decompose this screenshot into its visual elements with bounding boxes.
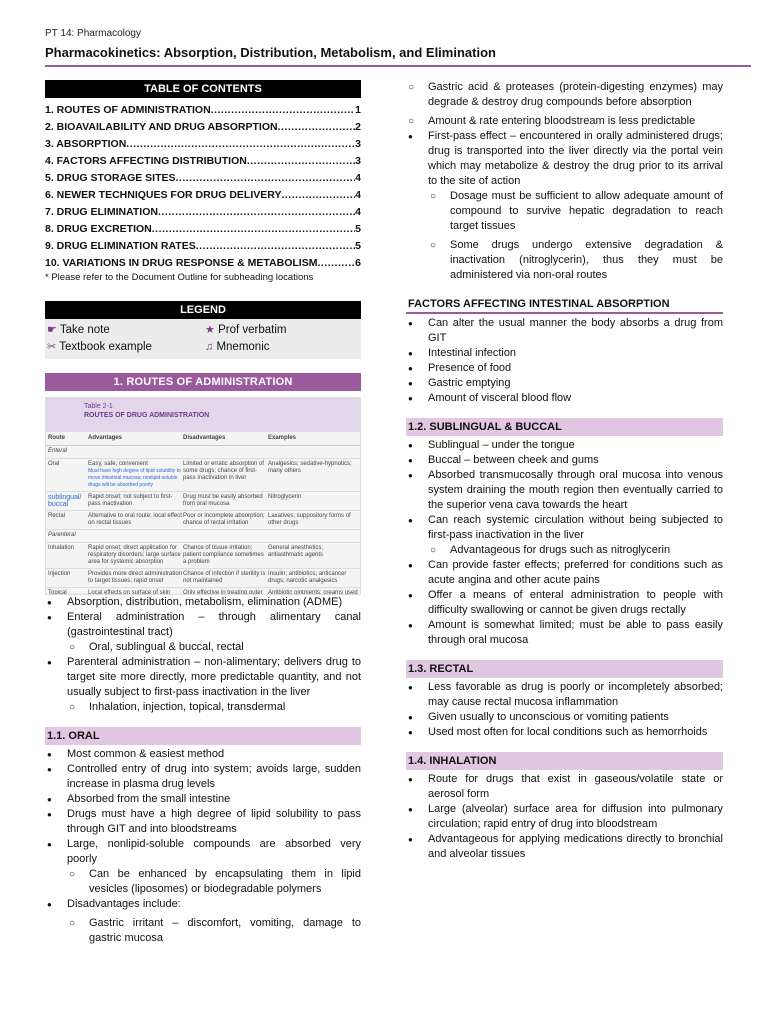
toc-item[interactable] xyxy=(45,187,361,204)
table-name: ROUTES OF DRUG ADMINISTRATION xyxy=(84,412,210,419)
toc-item-page: 3 xyxy=(355,155,361,167)
list-item: ● Presence of food xyxy=(428,361,723,376)
list-item: ● Intestinal infection xyxy=(428,346,723,361)
routes-table-figure xyxy=(45,397,361,595)
subsection-heading-intestinal: FACTORS AFFECTING INTESTINAL ABSORPTION xyxy=(406,295,723,314)
table-header: Advantages xyxy=(88,435,123,441)
table-header: Disadvantages xyxy=(183,435,226,441)
toc-item[interactable] xyxy=(45,204,361,221)
table-row: Inhalation Rapid onset; direct application for respiratory disorders; large surface area for systemic absorption Chance of tissue irritation; patient compliance sometimes a problem General anesthetics; antiasthmatic agents xyxy=(46,543,360,569)
toc-item-page: 2 xyxy=(355,121,361,133)
list-item: ● Amount is somewhat limited; must be able to pass easily through oral mucosa xyxy=(428,618,723,648)
table-group-label: Parenteral xyxy=(46,530,360,543)
toc-item-page: 6 xyxy=(355,257,361,269)
list-item: ● Can alter the usual manner the body absorbs a drug from GIT xyxy=(428,316,723,346)
list-subitem: ○ Inhalation, injection, topical, transdermal xyxy=(89,700,361,715)
table-banner xyxy=(46,398,360,432)
oral-bullets xyxy=(45,747,361,946)
toc-note: * Please refer to the Document Outline for subheading locations xyxy=(45,272,314,283)
toc-item-page: 5 xyxy=(355,223,361,235)
toc-item-page: 3 xyxy=(355,138,361,150)
legend-mnemonic: Mnemonic xyxy=(216,341,270,353)
table-row: Oral Easy, safe, convenient Must have high degree of lipid solubility to move intestinal mucosa; nonlipid soluble drugs will be absorbed poorly Limited or erratic absorption of some drugs; chance of first-pass inactivation in liver Analgesics; sedative-hypnotics; many others xyxy=(46,459,360,492)
toc-heading: TABLE OF CONTENTS xyxy=(45,80,361,98)
list-item: ● Controlled entry of drug into system; avoids large, sudden increase in plasma drug levels xyxy=(67,762,361,792)
table-header-row xyxy=(46,432,360,446)
toc-item-label: 9. DRUG ELIMINATION RATES xyxy=(45,240,196,252)
table-row: Injection Provides more direct administration to target tissues; rapid onset Chance of infection if sterility is not maintained Insulin; antibiotics; anticancer drugs; narcotic analgesics xyxy=(46,569,360,588)
table-row: Rectal Alternative to oral route; local effect on rectal tissues Poor or incomplete absorption; chance of rectal irritation Laxatives; suppository forms of other drugs xyxy=(46,511,360,530)
right-column xyxy=(406,80,723,862)
list-item: ● Enteral administration – through alimentary canal (gastrointestinal tract) ○ Oral, sublingual & buccal, rectal xyxy=(67,610,361,655)
list-subitem: ○ Amount & rate entering bloodstream is less predictable xyxy=(428,114,723,129)
toc-item-page: 1 xyxy=(355,104,361,116)
star-icon: ★ xyxy=(205,324,215,336)
toc-item-label: 7. DRUG ELIMINATION xyxy=(45,206,158,218)
sublingual-bullets xyxy=(406,438,723,648)
toc-item[interactable] xyxy=(45,102,361,119)
legend-take-note: Take note xyxy=(59,324,110,336)
toc-item-label: 10. VARIATIONS IN DRUG RESPONSE & METABOLISM xyxy=(45,257,318,269)
list-subitem: ○ Advantageous for drugs such as nitroglycerin xyxy=(450,543,723,558)
list-subitem: ○ Oral, sublingual & buccal, rectal xyxy=(89,640,361,655)
pointing-hand-icon: ☛ xyxy=(47,324,57,336)
oral-bullets-continued xyxy=(406,80,723,283)
list-subitem: ○ Gastric acid & proteases (protein-digesting enzymes) may degrade & destroy drug compounds before absorption xyxy=(428,80,723,110)
subsection-heading-sublingual: 1.2. SUBLINGUAL & BUCCAL xyxy=(406,418,723,436)
page-title: Pharmacokinetics: Absorption, Distribution, Metabolism, and Elimination xyxy=(45,45,496,60)
toc-item[interactable] xyxy=(45,153,361,170)
list-subitem: ○ Gastric irritant – discomfort, vomiting, damage to gastric mucosa xyxy=(89,916,361,946)
intestinal-bullets xyxy=(406,316,723,406)
list-item: ● Amount of visceral blood flow xyxy=(428,391,723,406)
left-column xyxy=(45,80,361,946)
list-item: ● Used most often for local conditions such as hemorrhoids xyxy=(428,725,723,740)
list-item: ● Offer a means of enteral administration to people with difficulty swallowing or cannot be given drugs rectally xyxy=(428,588,723,618)
list-subitem: ○ Can be enhanced by encapsulating them in lipid vesicles (liposomes) or biodegradable polymers xyxy=(89,867,361,897)
list-item: ● Can reach systemic circulation without being subjected to first-pass inactivation in the liver ○ Advantageous for drugs such as nitroglycerin xyxy=(428,513,723,558)
subsection-heading-oral: 1.1. ORAL xyxy=(45,727,361,745)
list-item: ● Can provide faster effects; preferred for conditions such as acute angina and other acute pains xyxy=(428,558,723,588)
list-item: ● Most common & easiest method xyxy=(67,747,361,762)
list-subitem: ○ Dosage must be sufficient to allow adequate amount of compound to survive hepatic degradation to reach target tissues xyxy=(450,189,723,234)
subsection-heading-rectal: 1.3. RECTAL xyxy=(406,660,723,678)
table-row: sublingual/ buccal Rapid onset; not subject to first-pass inactivation Drug must be easily absorbed from oral mucosa Nitroglycerin xyxy=(46,492,360,511)
music-note-icon: ♫ xyxy=(205,341,214,353)
table-header: Examples xyxy=(268,435,297,441)
table-header: Route xyxy=(48,435,65,441)
list-item-continued xyxy=(406,80,723,129)
table-group-label: Enteral xyxy=(46,446,360,459)
list-item: ● Drugs must have a high degree of lipid solubility to pass through GIT and into bloodstreams xyxy=(67,807,361,837)
toc-item-label: 6. NEWER TECHNIQUES FOR DRUG DELIVERY xyxy=(45,189,282,201)
list-item: ● Gastric emptying xyxy=(428,376,723,391)
list-item: ● Buccal – between cheek and gums xyxy=(428,453,723,468)
toc-item[interactable] xyxy=(45,221,361,238)
course-label: PT 14: Pharmacology xyxy=(45,28,141,39)
list-item: ● Less favorable as drug is poorly or incompletely absorbed; may cause rectal mucosa inflammation xyxy=(428,680,723,710)
subsection-heading-inhalation: 1.4. INHALATION xyxy=(406,752,723,770)
toc-item-label: 3. ABSORPTION xyxy=(45,138,127,150)
table-number: Table 2-1 xyxy=(84,403,113,410)
toc-item-page: 4 xyxy=(355,172,361,184)
toc-item-label: 5. DRUG STORAGE SITES xyxy=(45,172,176,184)
list-item: ● Advantageous for applying medications directly to bronchial and alveolar tissues xyxy=(428,832,723,862)
list-item: ● Large, nonlipid-soluble compounds are absorbed very poorly ○ Can be enhanced by encapsulating them in lipid vesicles (liposomes) or biodegradable polymers xyxy=(67,837,361,897)
toc-item-label: 4. FACTORS AFFECTING DISTRIBUTION xyxy=(45,155,247,167)
toc-item-page: 5 xyxy=(355,240,361,252)
list-item: ● Sublingual – under the tongue xyxy=(428,438,723,453)
list-item: ● Route for drugs that exist in gaseous/volatile state or aerosol form xyxy=(428,772,723,802)
toc-item-label: 8. DRUG EXCRETION xyxy=(45,223,152,235)
rectal-bullets xyxy=(406,680,723,740)
toc-item-label: 2. BIOAVAILABILITY AND DRUG ABSORPTION xyxy=(45,121,278,133)
legend-heading: LEGEND xyxy=(45,301,361,319)
title-rule xyxy=(45,65,751,67)
scissors-icon: ✂ xyxy=(47,341,57,353)
list-item: ● Large (alveolar) surface area for diffusion into pulmonary circulation; rapid entry of drug into bloodstream xyxy=(428,802,723,832)
routes-bullets xyxy=(45,595,361,715)
list-item: ● Absorption, distribution, metabolism, elimination (ADME) xyxy=(67,595,361,610)
toc-list xyxy=(45,102,361,272)
list-item: ● Absorbed transmucosally through oral mucosa into venous system draining the mouth region then eventually carried to the superior vena cava towards the heart xyxy=(428,468,723,513)
toc-item[interactable] xyxy=(45,170,361,187)
toc-item-page: 4 xyxy=(355,189,361,201)
toc-item-page: 4 xyxy=(355,206,361,218)
inhalation-bullets xyxy=(406,772,723,862)
list-item: ● Given usually to unconscious or vomiting patients xyxy=(428,710,723,725)
legend-prof-verbatim: Prof verbatim xyxy=(218,324,287,336)
legend-textbook: Textbook example xyxy=(59,341,152,353)
list-item: ● First-pass effect – encountered in orally administered drugs; drug is transported into the liver directly via the portal vein which may metabolize & destroy the drug prior to its arrival to the site of action ○ Dosage must be sufficient to allow adequate amount of compound to survive hepatic degradation to reach target tissues ○ Some drugs undergo extensive degradation & inactivation (nitroglycerin), thus they must be administered via non-oral routes xyxy=(428,129,723,283)
list-item: ● Disadvantages include: ○ Gastric irritant – discomfort, vomiting, damage to gastric mucosa xyxy=(67,897,361,946)
list-item: ● Parenteral administration – non-alimentary; delivers drug to target site more directly, more predictable quantity, and not usually subject to first-pass inactivation in the liver ○ Inhalation, injection, topical, transdermal xyxy=(67,655,361,715)
list-item: ● Absorbed from the small intestine xyxy=(67,792,361,807)
table-row: Topical Local effects on surface of skin Only effective in treating outer Antibiotic ointments; creams used xyxy=(46,588,360,595)
toc-item-label: 1. ROUTES OF ADMINISTRATION xyxy=(45,104,211,116)
margin-note: Must have high degree of lipid solubility to move intestinal mucosa; nonlipid soluble drugs will be absorbed poorly xyxy=(88,468,181,488)
section-heading-routes: 1. ROUTES OF ADMINISTRATION xyxy=(45,373,361,391)
legend-box xyxy=(45,319,361,359)
toc-item[interactable] xyxy=(45,238,361,255)
toc-item[interactable] xyxy=(45,136,361,153)
list-subitem: ○ Some drugs undergo extensive degradation & inactivation (nitroglycerin), thus they must be administered via non-oral routes xyxy=(450,238,723,283)
toc-item[interactable] xyxy=(45,119,361,136)
